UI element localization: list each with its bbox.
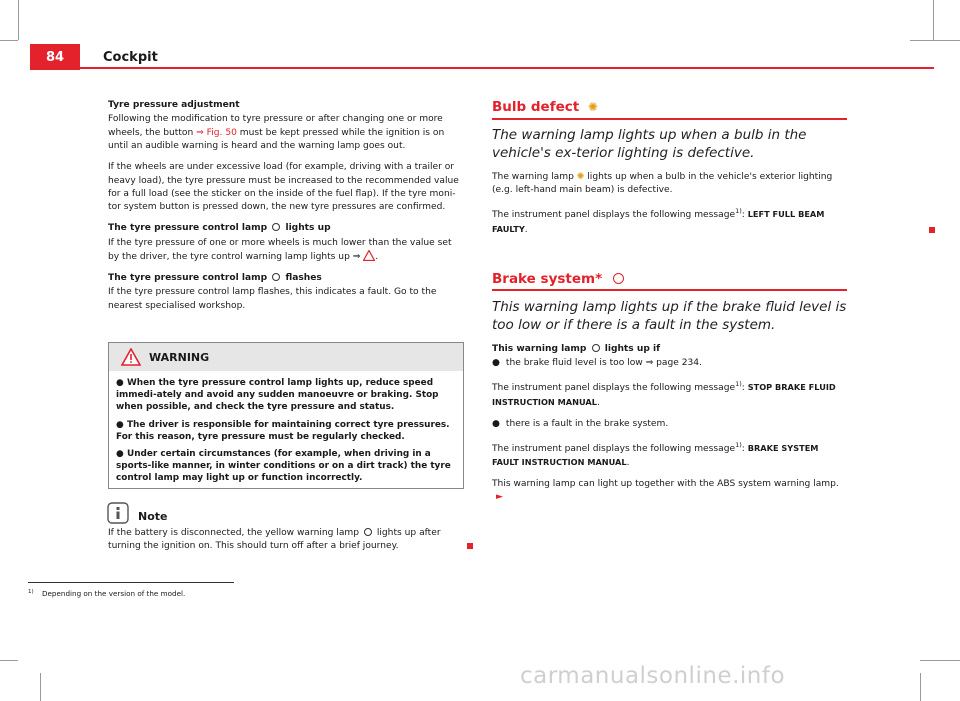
panel-message: BRAKE SYSTEM FAULT INSTRUCTION MANUAL	[492, 442, 819, 467]
left-column	[108, 99, 464, 321]
list-item: ● the brake fluid level is too low ⇒ page 234.	[492, 358, 702, 369]
crop-mark	[910, 40, 960, 41]
crop-mark	[920, 660, 960, 661]
warning-title: WARNING	[149, 350, 210, 364]
list-item: ● there is a fault in the brake system.	[492, 418, 669, 429]
tyre-pressure-icon	[272, 223, 280, 231]
paragraph: If the tyre pressure control lamp flashes, this indicates a fault. Go to the nearest specialised workshop.	[108, 287, 437, 311]
page-number: 84	[30, 44, 80, 70]
watermark: carmanualsonline.info	[520, 663, 786, 689]
note-text: If the battery is disconnected, the yellow warning lamp lights up after turning the ignition on. This should turn off after a brief journey.	[108, 528, 441, 552]
section-end-mark	[929, 227, 935, 233]
paragraph: Following the modification to tyre pressure or after changing one or more wheels, the button ⇒ Fig. 50 must be kept pressed while the ignition is on until an audible warning is heard and the warning lamp goes out.	[108, 114, 445, 152]
footnote-rule	[28, 582, 234, 583]
paragraph: If the tyre pressure of one or more wheels is much lower than the value set by the driver, the tyre control warning lamp lights up ⇒ .	[108, 237, 452, 263]
paragraph: If the wheels are under excessive load (for example, driving with a trailer or heavy load), the tyre pressure must be increased to the recommended value for a full load (see the sticker on the inside of the fuel flap). If the tyre moni-tor system button is pressed down, the new tyre pressures are confirmed.	[108, 162, 459, 213]
warning-header	[109, 343, 463, 371]
crop-mark	[0, 660, 18, 661]
crop-mark	[18, 0, 19, 40]
crop-mark	[933, 0, 934, 40]
tyre-pressure-icon	[364, 528, 372, 536]
crop-mark	[0, 40, 18, 41]
bulb-icon: ✺	[587, 100, 598, 114]
subheading: The tyre pressure control lamp lights up	[108, 223, 331, 234]
bulb-icon: ✺	[576, 172, 585, 182]
chapter-title: Cockpit	[103, 50, 158, 65]
panel-message: STOP BRAKE FLUID INSTRUCTION MANUAL	[492, 382, 836, 407]
brake-icon	[592, 344, 600, 352]
figure-link[interactable]: ⇒ Fig. 50	[196, 127, 237, 138]
warning-item: ● Under certain circumstances (for example, when driving in a sports-like manner, in winter conditions or on a dirt track) the tyre control lamp may light up or function incorrectly.	[116, 449, 451, 484]
bulb-defect-heading: Bulb defect ✺	[492, 99, 598, 115]
warning-item: ● The driver is responsible for maintaining correct tyre pressures. For this reason, tyre pressure must be regularly checked.	[116, 419, 450, 442]
warning-triangle-icon[interactable]	[363, 250, 375, 261]
footnote: $^{1)}$ Depending on the version of the model.	[28, 589, 186, 599]
header-rule	[80, 67, 934, 69]
bulb-lead: The warning lamp lights up when a bulb in the vehicle's ex-terior lighting is defective.	[492, 127, 807, 161]
brake-lead: This warning lamp lights up if the brake fluid level is too low or if there is a fault in the system.	[492, 299, 847, 333]
warning-body	[109, 371, 463, 496]
brake-system-heading: Brake system*	[492, 271, 626, 287]
bulb-body: The warning lamp ✺ lights up when a bulb in the vehicle's exterior lighting (e.g. left-hand main beam) is defective. The instrument panel displays the following message$^{1)}$: LEFT FULL BEAM FAULTY.	[492, 172, 833, 235]
heading-rule	[492, 289, 847, 291]
subheading: The tyre pressure control lamp flashes	[108, 272, 322, 283]
note-title: Note	[138, 510, 168, 523]
section-end-mark	[467, 543, 473, 549]
warning-item: ● When the tyre pressure control lamp lights up, reduce speed immedi-ately and avoid any sudden manoeuvre or braking. Stop when possible, and check the tyre pressure and status.	[116, 378, 439, 413]
note-icon	[107, 502, 129, 524]
tyre-pressure-heading: Tyre pressure adjustment	[108, 100, 240, 110]
warning-box	[108, 342, 464, 489]
continue-arrow-icon: ►	[496, 492, 503, 503]
panel-message: LEFT FULL BEAM FAULTY	[492, 209, 825, 234]
warning-triangle-icon	[121, 348, 141, 366]
heading-rule	[492, 118, 847, 120]
crop-mark	[40, 673, 41, 701]
brake-body: This warning lamp lights up if ● the brake fluid level is too low ⇒ page 234. The instrument panel displays the following message$^{1)}$: STOP BRAKE FLUID INSTRUCTION MANUAL. ● there is a fault in the brake system. The instrument panel displays the following message$^{1)}$: BRAKE SYSTEM FAULT INSTRUCTION MANUAL. This warning lamp can light up together with the ABS system warning lamp. ►	[492, 343, 847, 512]
brake-icon	[613, 273, 624, 284]
tyre-pressure-icon	[272, 273, 280, 281]
crop-mark	[920, 673, 921, 701]
